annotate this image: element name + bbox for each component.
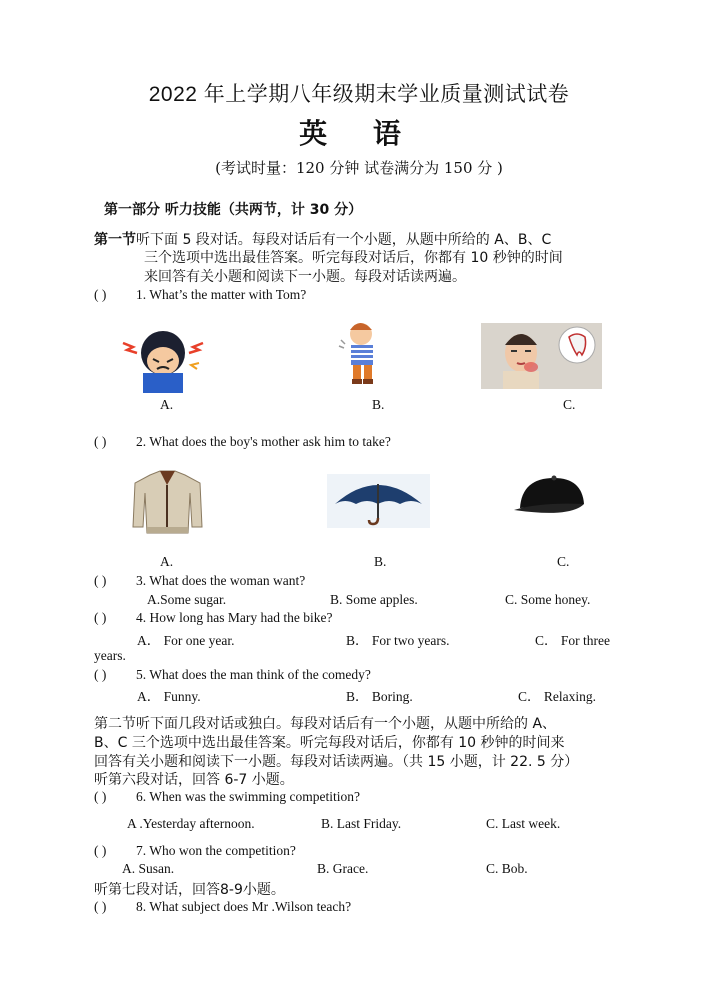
q5-paren: ( ): [94, 667, 107, 682]
q4-paren: ( ): [94, 610, 107, 625]
q5-option-a: A． Funny.: [137, 689, 201, 704]
part1-heading: 第一部分 听力技能（共两节，计 30 分）: [104, 202, 363, 218]
q4-option-c-wrap: years.: [94, 648, 126, 663]
q3-option-b: B. Some apples.: [330, 592, 418, 607]
q4-option-a: A． For one year.: [137, 633, 235, 648]
q6-option-c: C. Last week.: [486, 816, 561, 831]
q2-option-b: B.: [374, 554, 387, 569]
q2-paren: ( ): [94, 434, 107, 449]
dialog6-instruction: 听第六段对话，回答 6-7 小题。: [94, 772, 294, 788]
section2-line3: 回答有关小题和阅读下一小题。每段对话读两遍。（共 15 小题，计 22. 5 分）: [94, 754, 579, 770]
q7-paren: ( ): [94, 843, 107, 858]
toothache-man-icon: [481, 323, 602, 389]
jacket-icon: [130, 469, 205, 535]
q6-text: 6. When was the swimming competition?: [136, 789, 360, 804]
exam-info: (考试时量：120 分钟 试卷满分为 150 分 ): [215, 159, 503, 177]
section1-line3: 来回答有关小题和阅读下一小题。每段对话读两遍。: [144, 269, 466, 285]
q5-option-b: B． Boring.: [346, 689, 413, 704]
q3-text: 3. What does the woman want?: [136, 573, 306, 588]
q3-paren: ( ): [94, 573, 107, 588]
section2-line1: 第二节听下面几段对话或独白。每段对话后有一个小题，从题中所给的 A、: [94, 716, 557, 732]
q6-paren: ( ): [94, 789, 107, 804]
q7-option-c: C. Bob.: [486, 861, 528, 876]
q1-option-c: C.: [563, 397, 576, 412]
stomachache-boy-icon: [333, 320, 393, 388]
umbrella-icon: [327, 474, 430, 528]
q1-paren: ( ): [94, 287, 107, 302]
q1-option-a: A.: [160, 397, 174, 412]
cap-icon: [510, 474, 595, 524]
q7-option-a: A. Susan.: [122, 861, 175, 876]
section1-label: 第一节: [94, 232, 136, 248]
q4-text: 4. How long has Mary had the bike?: [136, 610, 333, 625]
q1-text: 1. What’s the matter with Tom?: [136, 287, 307, 302]
q3-option-a: A.Some sugar.: [147, 592, 227, 607]
section1-text1: 听下面 5 段对话。每段对话后有一个小题，从题中所给的 A、B、C: [136, 232, 552, 248]
q7-text: 7. Who won the competition?: [136, 843, 296, 858]
q7-option-b: B. Grace.: [317, 861, 369, 876]
section2-line2: B、C 三个选项中选出最佳答案。听完每段对话后，你都有 10 秒钟的时间来: [94, 735, 565, 751]
q3-option-c: C. Some honey.: [505, 592, 591, 607]
subject-title: 英 语: [299, 117, 419, 150]
q2-option-a: A.: [160, 554, 174, 569]
q5-option-c: C． Relaxing.: [518, 689, 596, 704]
dialog7-instruction: 听第七段对话，回答8-9小题。: [94, 882, 285, 898]
section1-line2: 三个选项中选出最佳答案。听完每段对话后，你都有 10 秒钟的时间: [144, 250, 563, 266]
q8-text: 8. What subject does Mr .Wilson teach?: [136, 899, 352, 914]
section1-line1: [94, 229, 551, 249]
q4-option-b: B． For two years.: [346, 633, 450, 648]
q4-option-c: C． For three: [535, 633, 610, 648]
headache-boy-icon: [113, 323, 213, 393]
q8-paren: ( ): [94, 899, 107, 914]
q1-option-b: B.: [372, 397, 385, 412]
q5-text: 5. What does the man think of the comedy?: [136, 667, 371, 682]
q6-option-b: B. Last Friday.: [321, 816, 402, 831]
q6-option-a: A .Yesterday afternoon.: [127, 816, 255, 831]
exam-title: 2022 年上学期八年级期末学业质量测试试卷: [148, 83, 570, 106]
q2-option-c: C.: [557, 554, 570, 569]
q2-text: 2. What does the boy's mother ask him to take?: [136, 434, 391, 449]
